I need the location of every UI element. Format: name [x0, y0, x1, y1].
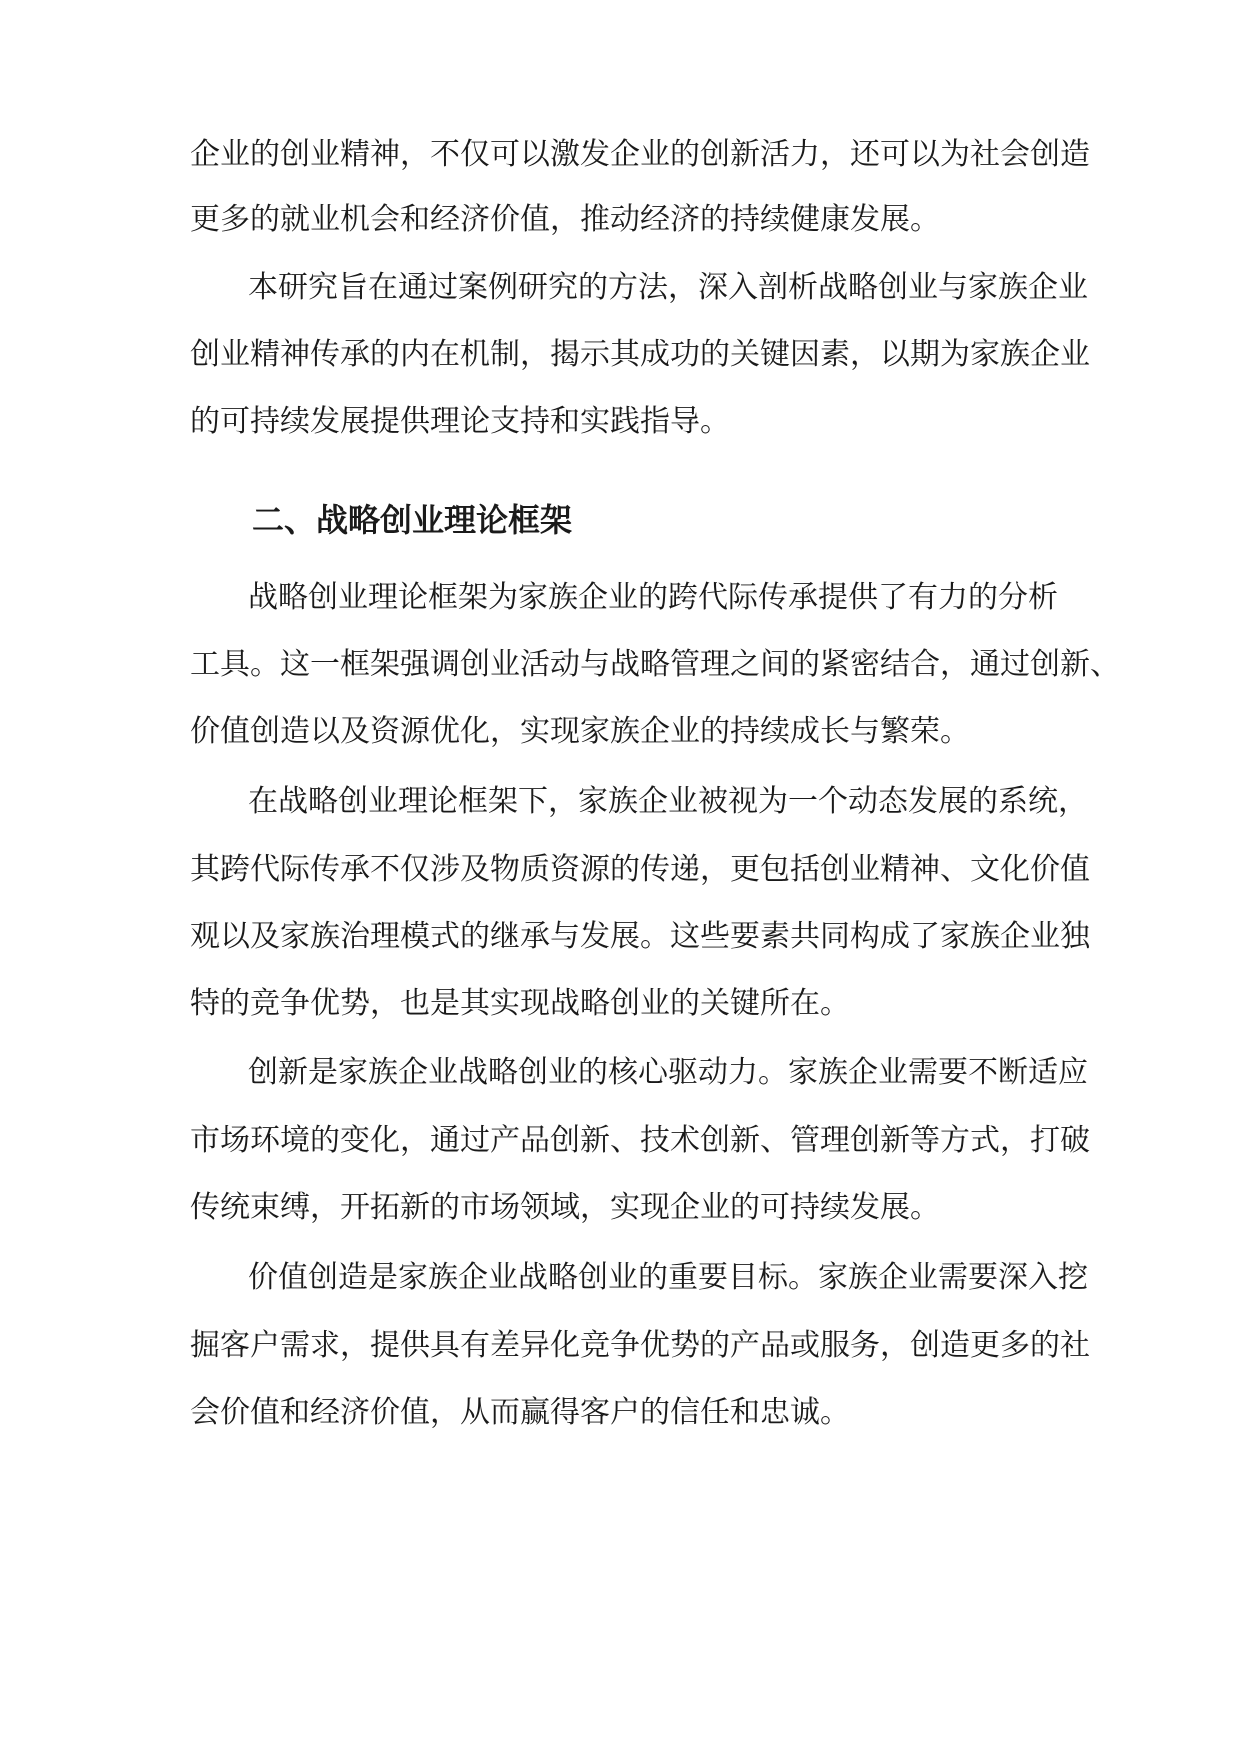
paragraph-line: 会价值和经济价值，从而赢得客户的信任和忠诚。: [190, 1395, 850, 1430]
paragraph-line: 工具。这一框架强调创业活动与战略管理之间的紧密结合，通过创新、: [190, 647, 1120, 682]
paragraph-line: 其跨代际传承不仅涉及物质资源的传递，更包括创业精神、文化价值: [190, 852, 1090, 887]
paragraph-line: 价值创造是家族企业战略创业的重要目标。家族企业需要深入挖: [248, 1260, 1088, 1295]
paragraph-line: 传统束缚，开拓新的市场领域，实现企业的可持续发展。: [190, 1190, 940, 1225]
paragraph-line: 掘客户需求，提供具有差异化竞争优势的产品或服务，创造更多的社: [190, 1328, 1090, 1363]
paragraph-line: 创新是家族企业战略创业的核心驱动力。家族企业需要不断适应: [248, 1055, 1088, 1090]
paragraph-line: 观以及家族治理模式的继承与发展。这些要素共同构成了家族企业独: [190, 919, 1090, 954]
paragraph-line: 本研究旨在通过案例研究的方法，深入剖析战略创业与家族企业: [248, 270, 1088, 305]
section-heading: 二、战略创业理论框架: [252, 501, 573, 539]
paragraph-line: 战略创业理论框架为家族企业的跨代际传承提供了有力的分析: [248, 580, 1058, 615]
paragraph-line: 创业精神传承的内在机制，揭示其成功的关键因素，以期为家族企业: [190, 337, 1090, 372]
paragraph-line: 特的竞争优势，也是其实现战略创业的关键所在。: [190, 986, 850, 1021]
paragraph-line: 企业的创业精神，不仅可以激发企业的创新活力，还可以为社会创造: [190, 137, 1090, 172]
paragraph-line: 的可持续发展提供理论支持和实践指导。: [190, 404, 730, 439]
paragraph-line: 在战略创业理论框架下，家族企业被视为一个动态发展的系统，: [248, 784, 1088, 819]
paragraph-line: 更多的就业机会和经济价值，推动经济的持续健康发展。: [190, 202, 940, 237]
paragraph-line: 价值创造以及资源优化，实现家族企业的持续成长与繁荣。: [190, 714, 970, 749]
paragraph-line: 市场环境的变化，通过产品创新、技术创新、管理创新等方式，打破: [190, 1123, 1090, 1158]
